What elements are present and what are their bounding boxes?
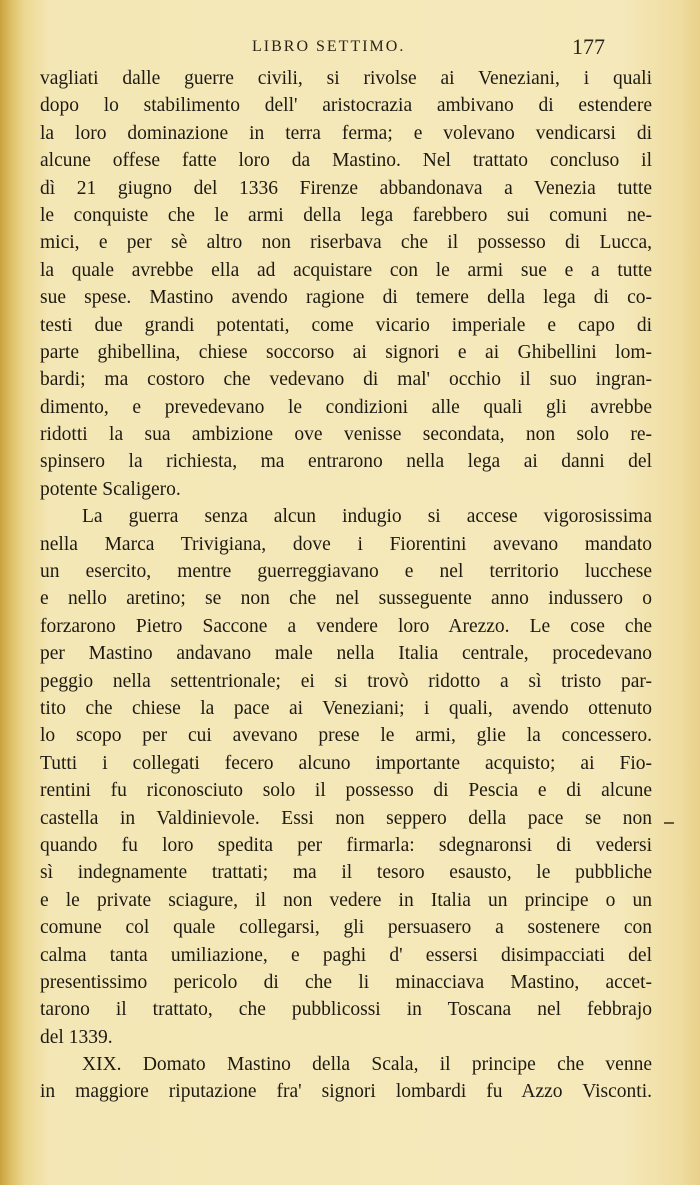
text-line: tarono il trattato, che pubblicossi in Toscana nel febbrajo [40,999,652,1021]
text-line: tito che chiese la pace ai Veneziani; i quali, avendo ottenuto [40,697,652,719]
text-line: vagliati dalle guerre civili, si rivolse ai Veneziani, i quali [40,68,652,89]
text-line: e le private sciagure, il non vedere in Italia un principe o un [40,889,652,911]
text-line: forzarono Pietro Saccone a vendere loro Arezzo. Le cose che [40,615,652,637]
text-line: nella Marca Trivigiana, dove i Fiorentini avevano mandato [40,533,652,555]
text-line: castella in Valdinievole. Essi non seppero della pace se non [40,807,652,829]
text-line: spinsero la richiesta, ma entrarono nella lega ai danni del [40,451,652,473]
text-line: dì 21 giugno del 1336 Firenze abbandonava a Venezia tutte [40,177,652,199]
section-heading-line: XIX. Domato Mastino della Scala, il principe che venne [82,1054,652,1076]
text-line: rentini fu riconosciuto solo il possesso di Pescia e di alcune [40,780,652,802]
text-line: calma tanta umiliazione, e paghi d' essersi disimpacciati del [40,944,652,966]
text-line: testi due grandi potentati, come vicario imperiale e capo di [40,314,652,336]
text-line: dopo lo stabilimento dell' aristocrazia ambivano di estendere [40,95,652,117]
margin-mark [664,822,674,824]
running-head: LIBRO SETTIMO. [252,38,406,55]
page-number: 177 [572,34,605,59]
text-line: lo scopo per cui avevano prese le armi, glie la concessero. [40,725,652,747]
text-line: in maggiore riputazione fra' signori lombardi fu Azzo Visconti. [40,1081,652,1103]
text-line: alcune offese fatte loro da Mastino. Nel trattato concluso il [40,150,652,172]
paragraph-start-line: La guerra senza alcun indugio si accese vigorosissima [82,506,652,528]
text-line: del 1339. [40,1026,113,1048]
text-line: parte ghibellina, chiese soccorso ai signori e ai Ghibellini lom- [40,341,652,363]
text-line: potente Scaligero. [40,478,181,500]
text-line: comune col quale collegarsi, gli persuasero a sostenere con [40,917,652,939]
text-line: dimento, e prevedevano le condizioni alle quali gli avrebbe [40,396,652,418]
text-line: Tutti i collegati fecero alcuno importante acquisto; ai Fio- [40,752,652,774]
text-line: presentissimo pericolo di che li minacciava Mastino, accet- [40,971,652,993]
text-line: bardi; ma costoro che vedevano di mal' occhio il suo ingran- [40,369,652,391]
text-line: un esercito, mentre guerreggiavano e nel territorio lucchese [40,561,652,583]
text-line: peggio nella settentrionale; ei si trovò ridotto a sì tristo par- [40,670,652,692]
text-line: mici, e per sè altro non riserbava che il possesso di Lucca, [40,232,652,254]
text-line: ridotti la sua ambizione ove venisse secondata, non solo re- [40,424,652,446]
text-line: sì indegnamente trattati; ma il tesoro esausto, le pubbliche [40,862,652,884]
text-line: e nello aretino; se non che nel susseguente anno indussero o [40,588,652,610]
text-line: quando fu loro spedita per firmarla: sdegnaronsi di vedersi [40,834,652,856]
page-header [0,34,700,68]
text-line: le conquiste che le armi della lega farebbero sui comuni ne- [40,204,652,226]
text-line: la quale avrebbe ella ad acquistare con le armi sue e a tutte [40,259,652,281]
text-line: sue spese. Mastino avendo ragione di temere della lega di co- [40,287,652,309]
body-text [40,65,652,1106]
text-line: la loro dominazione in terra ferma; e volevano vendicarsi di [40,122,652,144]
text-line: per Mastino andavano male nella Italia centrale, procedevano [40,643,652,665]
